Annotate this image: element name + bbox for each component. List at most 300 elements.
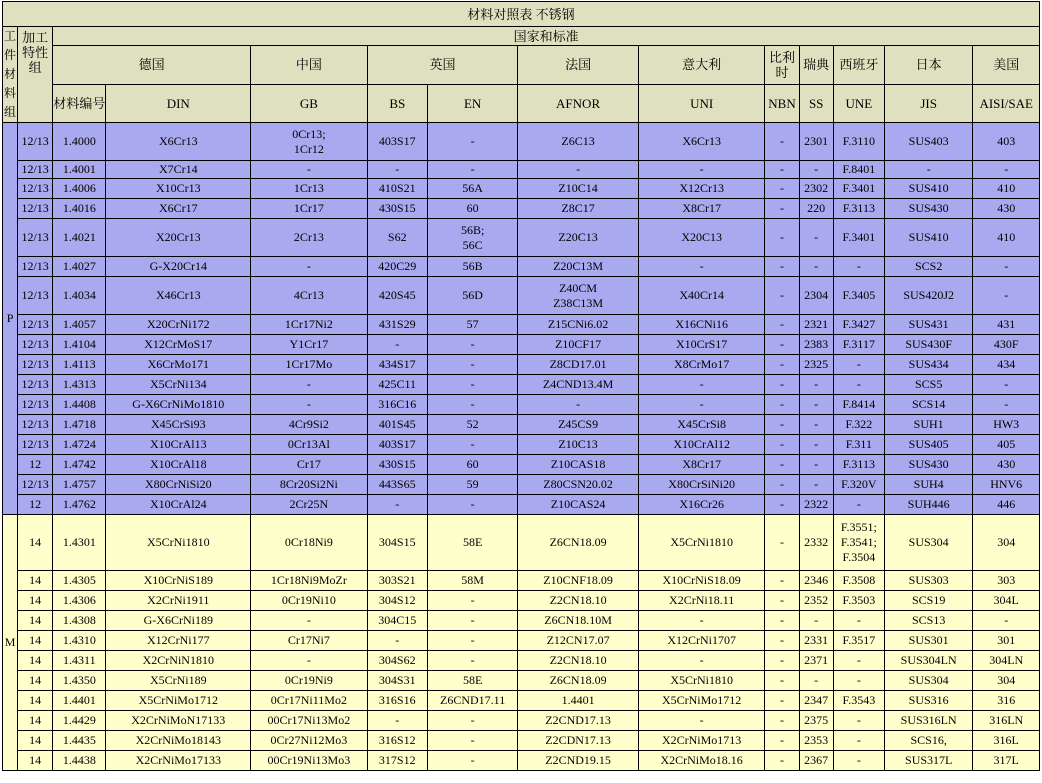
table-cell: 59 (427, 475, 517, 495)
table-cell: X46Cr13 (106, 277, 251, 315)
table-cell: - (367, 711, 427, 731)
table-cell: Z2CND17.13 (518, 711, 639, 731)
table-cell: 1.4313 (53, 375, 106, 395)
table-cell: SUS304 (884, 671, 972, 691)
table-cell: 56B (427, 257, 517, 277)
table-cell: - (833, 671, 884, 691)
table-cell: Z10CAS18 (518, 455, 639, 475)
table-cell: X8CrMo17 (638, 355, 765, 375)
table-cell: 2332 (799, 515, 833, 571)
table-cell: 316S16 (367, 691, 427, 711)
table-cell: SUH4 (884, 475, 972, 495)
table-cell: 12 (18, 495, 53, 515)
table-cell: 1.4311 (53, 651, 106, 671)
table-cell: 317L (973, 751, 1040, 771)
table-cell: - (638, 651, 765, 671)
table-cell: X12CrNi1707 (638, 631, 765, 651)
country-header: 法国 (518, 46, 639, 84)
table-cell: 403S17 (367, 123, 427, 161)
table-cell: 220 (799, 199, 833, 219)
table-cell: - (251, 395, 368, 415)
table-cell: 2302 (799, 179, 833, 199)
table-cell: 303 (973, 571, 1040, 591)
table-row (3, 731, 1040, 751)
table-cell: - (765, 671, 799, 691)
table-cell: - (427, 375, 517, 395)
table-cell: - (765, 161, 799, 179)
table-row (3, 277, 1040, 315)
table-cell: 14 (18, 611, 53, 631)
table-cell: - (833, 257, 884, 277)
table-cell: 56A (427, 179, 517, 199)
process-group-header: 加工特性组 (18, 27, 53, 123)
table-row (3, 375, 1040, 395)
table-cell: - (638, 375, 765, 395)
table-cell: - (765, 571, 799, 591)
table-row (3, 571, 1040, 591)
standard-header: AISI/SAE (973, 84, 1040, 122)
table-cell: F.320V (833, 475, 884, 495)
table-cell: 1.4000 (53, 123, 106, 161)
table-cell: SCS5 (884, 375, 972, 395)
table-cell: X5CrNi1810 (638, 515, 765, 571)
table-cell: 14 (18, 515, 53, 571)
table-cell: 1.4310 (53, 631, 106, 651)
table-cell: Z6CN18.10M (518, 611, 639, 631)
table-cell: - (833, 611, 884, 631)
table-cell: G-X20Cr14 (106, 257, 251, 277)
table-cell: - (973, 395, 1040, 415)
country-header: 西班牙 (833, 46, 884, 84)
table-cell: X2CrNiMo17133 (106, 751, 251, 771)
table-cell: 2367 (799, 751, 833, 771)
table-cell: SCS14 (884, 395, 972, 415)
table-row (3, 515, 1040, 571)
table-row (3, 161, 1040, 179)
table-cell: 2304 (799, 277, 833, 315)
table-cell: - (518, 395, 639, 415)
table-cell: Cr17Ni7 (251, 631, 368, 651)
table-cell: Z2CN18.10 (518, 591, 639, 611)
table-cell: 4Cr13 (251, 277, 368, 315)
table-cell: SCS19 (884, 591, 972, 611)
table-cell: - (799, 415, 833, 435)
table-cell: 14 (18, 651, 53, 671)
table-cell: 2346 (799, 571, 833, 591)
table-cell: - (367, 495, 427, 515)
table-cell: 56D (427, 277, 517, 315)
table-cell: 1.4034 (53, 277, 106, 315)
table-cell: SUS403 (884, 123, 972, 161)
table-cell: Z20C13 (518, 219, 639, 257)
table-cell: F.311 (833, 435, 884, 455)
table-row (3, 219, 1040, 257)
table-cell: F.8401 (833, 161, 884, 179)
table-cell: 12/13 (18, 395, 53, 415)
table-cell: 12/13 (18, 277, 53, 315)
table-cell: X6Cr17 (106, 199, 251, 219)
table-cell: - (765, 731, 799, 751)
table-cell: 1.4435 (53, 731, 106, 751)
table-cell: - (427, 495, 517, 515)
table-cell: SUS430 (884, 199, 972, 219)
table-cell: - (427, 435, 517, 455)
table-cell: 403 (973, 123, 1040, 161)
table-cell: X10CrNiS189 (106, 571, 251, 591)
table-row (3, 611, 1040, 631)
table-cell: 1.4104 (53, 335, 106, 355)
table-cell: - (638, 711, 765, 731)
table-cell: X20CrNi172 (106, 315, 251, 335)
table-cell: SCS2 (884, 257, 972, 277)
table-cell: - (251, 651, 368, 671)
table-cell: - (765, 651, 799, 671)
table-cell: 1.4742 (53, 455, 106, 475)
table-cell: SUH446 (884, 495, 972, 515)
table-row (3, 631, 1040, 651)
table-cell: - (765, 711, 799, 731)
table-cell: F.3517 (833, 631, 884, 651)
table-cell: X7Cr14 (106, 161, 251, 179)
table-cell: 304LN (973, 651, 1040, 671)
table-cell: - (765, 123, 799, 161)
table-cell: 56B; 56C (427, 219, 517, 257)
table-cell: 2325 (799, 355, 833, 375)
table-cell: Z12CN17.07 (518, 631, 639, 651)
table-cell: 316S12 (367, 731, 427, 751)
table-row (3, 355, 1040, 375)
standard-header: UNE (833, 84, 884, 122)
table-cell: F.8414 (833, 395, 884, 415)
table-cell: 00Cr19Ni13Mo3 (251, 751, 368, 771)
table-cell: - (251, 611, 368, 631)
table-cell: 58E (427, 671, 517, 691)
table-cell: - (973, 257, 1040, 277)
table-cell: 1Cr17 (251, 199, 368, 219)
table-cell: - (765, 257, 799, 277)
table-cell: 1.4401 (53, 691, 106, 711)
table-cell: X12CrNi177 (106, 631, 251, 651)
table-cell: - (427, 123, 517, 161)
table-cell: - (765, 691, 799, 711)
table-cell: X20C13 (638, 219, 765, 257)
table-cell: - (765, 355, 799, 375)
table-cell: Z10CAS24 (518, 495, 639, 515)
table-cell: SUS303 (884, 571, 972, 591)
table-cell: SUS420J2 (884, 277, 972, 315)
table-cell: 0Cr19Ni9 (251, 671, 368, 691)
table-cell: 2352 (799, 591, 833, 611)
table-cell: Z8C17 (518, 199, 639, 219)
table-cell: X10CrS17 (638, 335, 765, 355)
table-cell: SUS405 (884, 435, 972, 455)
table-row (3, 395, 1040, 415)
country-header: 英国 (367, 46, 518, 84)
table-cell: - (833, 355, 884, 375)
table-cell: G-X6CrNiMo1810 (106, 395, 251, 415)
table-cell: - (765, 335, 799, 355)
table-cell: Z6CND17.11 (427, 691, 517, 711)
table-cell: - (765, 515, 799, 571)
table-cell: 0Cr13Al (251, 435, 368, 455)
table-cell: 1.4027 (53, 257, 106, 277)
table-cell: 410 (973, 219, 1040, 257)
table-cell: 1Cr17Mo (251, 355, 368, 375)
table-cell: X5CrNi134 (106, 375, 251, 395)
table-cell: - (518, 161, 639, 179)
table-cell: SUS304LN (884, 651, 972, 671)
material-group-header: 工件材料组 (3, 27, 18, 123)
table-cell: Z4CND13.4M (518, 375, 639, 395)
table-cell: 12/13 (18, 123, 53, 161)
table-cell: X12CrMoS17 (106, 335, 251, 355)
table-cell: - (427, 591, 517, 611)
table-cell: - (765, 591, 799, 611)
table-cell: 2331 (799, 631, 833, 651)
table-row (3, 751, 1040, 771)
table-cell: - (973, 375, 1040, 395)
table-cell: 431 (973, 315, 1040, 335)
table-cell: X2CrNiMo18143 (106, 731, 251, 751)
table-cell: 431S29 (367, 315, 427, 335)
table-cell: X10CrAl13 (106, 435, 251, 455)
table-cell: Z6C13 (518, 123, 639, 161)
table-cell: - (765, 277, 799, 315)
table-cell: - (638, 257, 765, 277)
table-cell: - (765, 435, 799, 455)
table-cell: 2347 (799, 691, 833, 711)
table-cell: 303S21 (367, 571, 427, 591)
table-cell: F.3113 (833, 199, 884, 219)
table-cell: 304S15 (367, 515, 427, 571)
table-cell: X10CrAl12 (638, 435, 765, 455)
material-comparison-table (2, 1, 1040, 771)
country-header: 日本 (884, 46, 972, 84)
table-cell: Z8CD17.01 (518, 355, 639, 375)
table-cell: HW3 (973, 415, 1040, 435)
table-cell: 8Cr20Si2Ni (251, 475, 368, 495)
table-cell: F.3427 (833, 315, 884, 335)
country-header: 瑞典 (799, 46, 833, 84)
table-cell: 1.4006 (53, 179, 106, 199)
table-cell: 2371 (799, 651, 833, 671)
table-cell: 1.4301 (53, 515, 106, 571)
table-cell: SUS317L (884, 751, 972, 771)
table-row (3, 475, 1040, 495)
table-cell: HNV6 (973, 475, 1040, 495)
table-cell: 14 (18, 691, 53, 711)
table-cell: 430 (973, 199, 1040, 219)
table-cell: SUS301 (884, 631, 972, 651)
table-cell: - (765, 631, 799, 651)
table-cell: 2301 (799, 123, 833, 161)
table-cell: F.3113 (833, 455, 884, 475)
table-cell: Z2CDN17.13 (518, 731, 639, 751)
table-cell: 1.4016 (53, 199, 106, 219)
table-cell: SCS16, (884, 731, 972, 751)
table-cell: 0Cr27Ni12Mo3 (251, 731, 368, 751)
table-cell: 12/13 (18, 375, 53, 395)
table-row (3, 455, 1040, 475)
table-cell: Z10CNF18.09 (518, 571, 639, 591)
table-cell: 14 (18, 751, 53, 771)
table-cell: - (973, 277, 1040, 315)
table-cell: Z45CS9 (518, 415, 639, 435)
table-cell: X2CrNi1911 (106, 591, 251, 611)
table-cell: 1.4757 (53, 475, 106, 495)
table-cell: 316 (973, 691, 1040, 711)
table-cell: 304S62 (367, 651, 427, 671)
table-cell: X6CrMo171 (106, 355, 251, 375)
table-cell: F.3401 (833, 219, 884, 257)
table-cell: 14 (18, 591, 53, 611)
table-cell: - (765, 455, 799, 475)
table-cell: 1.4305 (53, 571, 106, 591)
table-cell: 317S12 (367, 751, 427, 771)
table-row (3, 691, 1040, 711)
country-header: 比利时 (765, 46, 799, 84)
table-cell: F.3401 (833, 179, 884, 199)
table-row (3, 671, 1040, 691)
table-cell: X10CrAl18 (106, 455, 251, 475)
table-cell: Z6CN18.09 (518, 671, 639, 691)
table-cell: 316L (973, 731, 1040, 751)
table-cell: 12/13 (18, 355, 53, 375)
table-cell: - (367, 631, 427, 651)
table-cell: - (765, 415, 799, 435)
table-cell: 1.4057 (53, 315, 106, 335)
table-cell: 1.4724 (53, 435, 106, 455)
table-cell: - (973, 611, 1040, 631)
table-cell: F.3543 (833, 691, 884, 711)
table-cell: SUS410 (884, 179, 972, 199)
table-cell: 2321 (799, 315, 833, 335)
table-cell: SUS430F (884, 335, 972, 355)
table-cell: - (638, 161, 765, 179)
table-cell: 430S15 (367, 199, 427, 219)
table-cell: 1Cr17Ni2 (251, 315, 368, 335)
table-cell: - (765, 375, 799, 395)
table-cell: S62 (367, 219, 427, 257)
table-cell: 301 (973, 631, 1040, 651)
table-cell: 304 (973, 671, 1040, 691)
table-cell: 00Cr17Ni13Mo2 (251, 711, 368, 731)
table-cell: 12/13 (18, 435, 53, 455)
table-cell: 14 (18, 711, 53, 731)
table-cell: 446 (973, 495, 1040, 515)
table-cell: X2CrNiN1810 (106, 651, 251, 671)
table-cell: 304C15 (367, 611, 427, 631)
table-cell: X8Cr17 (638, 455, 765, 475)
table-cell: 12/13 (18, 199, 53, 219)
table-cell: F.3551; F.3541; F.3504 (833, 515, 884, 571)
table-cell: - (427, 335, 517, 355)
table-cell: X10CrAl24 (106, 495, 251, 515)
table-cell: X80CrNiSi20 (106, 475, 251, 495)
table-cell: SUS316LN (884, 711, 972, 731)
table-cell: 434 (973, 355, 1040, 375)
table-cell: - (427, 751, 517, 771)
table-cell: X5CrNiMo1712 (638, 691, 765, 711)
table-cell: 1.4308 (53, 611, 106, 631)
table-cell: X12Cr13 (638, 179, 765, 199)
table-cell: 0Cr19Ni10 (251, 591, 368, 611)
table-cell: - (799, 219, 833, 257)
table-cell: 0Cr13; 1Cr12 (251, 123, 368, 161)
table-cell: 443S65 (367, 475, 427, 495)
country-header: 意大利 (638, 46, 765, 84)
table-title: 材料对照表 不锈钢 (3, 2, 1040, 27)
material-group-label: P (3, 123, 18, 515)
table-row (3, 711, 1040, 731)
table-cell: X5CrNi189 (106, 671, 251, 691)
table-cell: - (427, 395, 517, 415)
table-cell: - (799, 395, 833, 415)
table-cell: X8Cr17 (638, 199, 765, 219)
table-cell: Z2CN18.10 (518, 651, 639, 671)
table-cell: 2375 (799, 711, 833, 731)
table-cell: 304S12 (367, 591, 427, 611)
table-cell: F.322 (833, 415, 884, 435)
table-cell: F.3503 (833, 591, 884, 611)
table-row (3, 415, 1040, 435)
table-cell: 1.4762 (53, 495, 106, 515)
table-cell: 2383 (799, 335, 833, 355)
table-cell: X5CrNi1810 (106, 515, 251, 571)
country-header: 美国 (973, 46, 1040, 84)
table-cell: Z2CND19.15 (518, 751, 639, 771)
table-cell: X10CrNiS18.09 (638, 571, 765, 591)
table-cell: - (765, 395, 799, 415)
material-group-label: M (3, 515, 18, 771)
table-cell: SUS430 (884, 455, 972, 475)
table-cell: 434S17 (367, 355, 427, 375)
table-cell: 405 (973, 435, 1040, 455)
table-cell: 12/13 (18, 475, 53, 495)
table-cell: 14 (18, 731, 53, 751)
table-cell: 4Cr9Si2 (251, 415, 368, 435)
table-cell: SUS431 (884, 315, 972, 335)
table-cell: 12/13 (18, 335, 53, 355)
table-cell: 304S31 (367, 671, 427, 691)
table-cell: Z15CNi6.02 (518, 315, 639, 335)
table-cell: 410S21 (367, 179, 427, 199)
table-cell: - (765, 475, 799, 495)
table-cell: F.3508 (833, 571, 884, 591)
table-cell: 430S15 (367, 455, 427, 475)
table-cell: 2322 (799, 495, 833, 515)
table-cell: X2CrNiMoN17133 (106, 711, 251, 731)
table-cell: - (833, 375, 884, 395)
table-cell: - (427, 355, 517, 375)
table-row (3, 179, 1040, 199)
table-cell: - (427, 611, 517, 631)
table-cell: X5CrNiMo1712 (106, 691, 251, 711)
table-cell: X16CNi16 (638, 315, 765, 335)
table-cell: 1.4350 (53, 671, 106, 691)
table-cell: 304 (973, 515, 1040, 571)
table-cell: 316LN (973, 711, 1040, 731)
table-cell: - (833, 731, 884, 751)
table-cell: Z10CF17 (518, 335, 639, 355)
table-cell: SUS434 (884, 355, 972, 375)
standards-header: 国家和标准 (53, 27, 1040, 46)
table-row (3, 257, 1040, 277)
table-cell: - (427, 651, 517, 671)
table-cell: - (799, 475, 833, 495)
table-cell: 316C16 (367, 395, 427, 415)
table-cell: - (799, 611, 833, 631)
